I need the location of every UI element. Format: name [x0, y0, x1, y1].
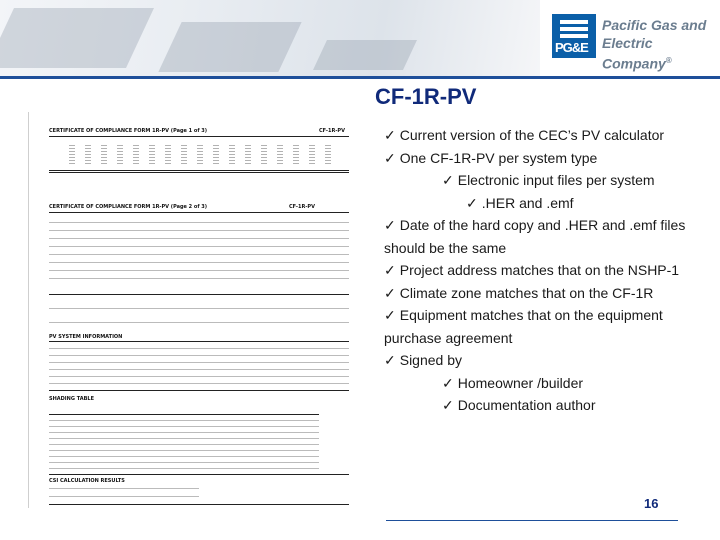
bullet-item: ✓ Project address matches that on the NSHP-1 [384, 262, 680, 278]
form-section-csi: CSI CALCULATION RESULTS [49, 478, 125, 484]
check-icon: ✓ [384, 217, 396, 233]
bullet-item: ✓ Climate zone matches that on the CF-1R [384, 284, 654, 301]
bullet-item: ✓ One CF-1R-PV per system type [384, 149, 598, 166]
form-code-page1: CF-1R-PV [319, 128, 345, 134]
trademark-symbol: ® [665, 56, 672, 65]
bullet-item: ✓ Signed by [384, 352, 463, 368]
bullet-item: ✓ Electronic input files per system [442, 172, 655, 188]
bullet-item: ✓ Current version of the CEC’s PV calculator [384, 127, 665, 143]
check-icon: ✓ [384, 262, 396, 278]
bullet-list [384, 124, 704, 417]
form-heading-page2: CERTIFICATE OF COMPLIANCE FORM 1R-PV (Page 2 of 3) [49, 204, 208, 210]
form-section-pv-system: PV SYSTEM INFORMATION [49, 334, 123, 340]
bullet-item: ✓ Date of the hard copy and .HER and .emf files should be the same [384, 217, 686, 256]
company-name-line2: Electric Company [602, 35, 666, 72]
form-vertical-columns [49, 144, 349, 166]
bullet-item: ✓ .HER and .emf [466, 194, 574, 211]
bullet-item: ✓ Homeowner /builder [442, 374, 584, 391]
check-icon: ✓ [442, 397, 454, 413]
form-heading-page1: CERTIFICATE OF COMPLIANCE FORM 1R-PV (Page 1 of 3) [49, 128, 208, 134]
header-band [0, 0, 720, 76]
bullet-item: ✓ Equipment matches that on the equipment purchase agreement [384, 307, 663, 346]
form-page [49, 126, 349, 506]
header-rule [0, 76, 720, 79]
company-name-line1: Pacific Gas and [602, 17, 707, 33]
solar-panel-photo [0, 0, 540, 76]
form-code-page2: CF-1R-PV [289, 204, 315, 210]
check-icon: ✓ [442, 374, 454, 391]
page-number: 16 [644, 496, 659, 511]
logo-mark-text: PG&E [555, 40, 588, 55]
check-icon: ✓ [384, 307, 396, 323]
company-name [602, 16, 712, 73]
check-icon: ✓ [384, 127, 396, 143]
cf1r-pv-form-image [28, 112, 349, 508]
check-icon: ✓ [466, 194, 478, 211]
check-icon: ✓ [442, 172, 454, 188]
form-section-shading: SHADING TABLE [49, 396, 94, 402]
check-icon: ✓ [384, 149, 396, 166]
check-icon: ✓ [384, 352, 396, 368]
pge-logo [552, 8, 712, 72]
bullet-item: ✓ Documentation author [442, 397, 596, 413]
footer-rule [386, 520, 678, 521]
slide-title: CF-1R-PV [375, 84, 477, 109]
check-icon: ✓ [384, 284, 396, 301]
pge-logo-mark [552, 14, 596, 58]
